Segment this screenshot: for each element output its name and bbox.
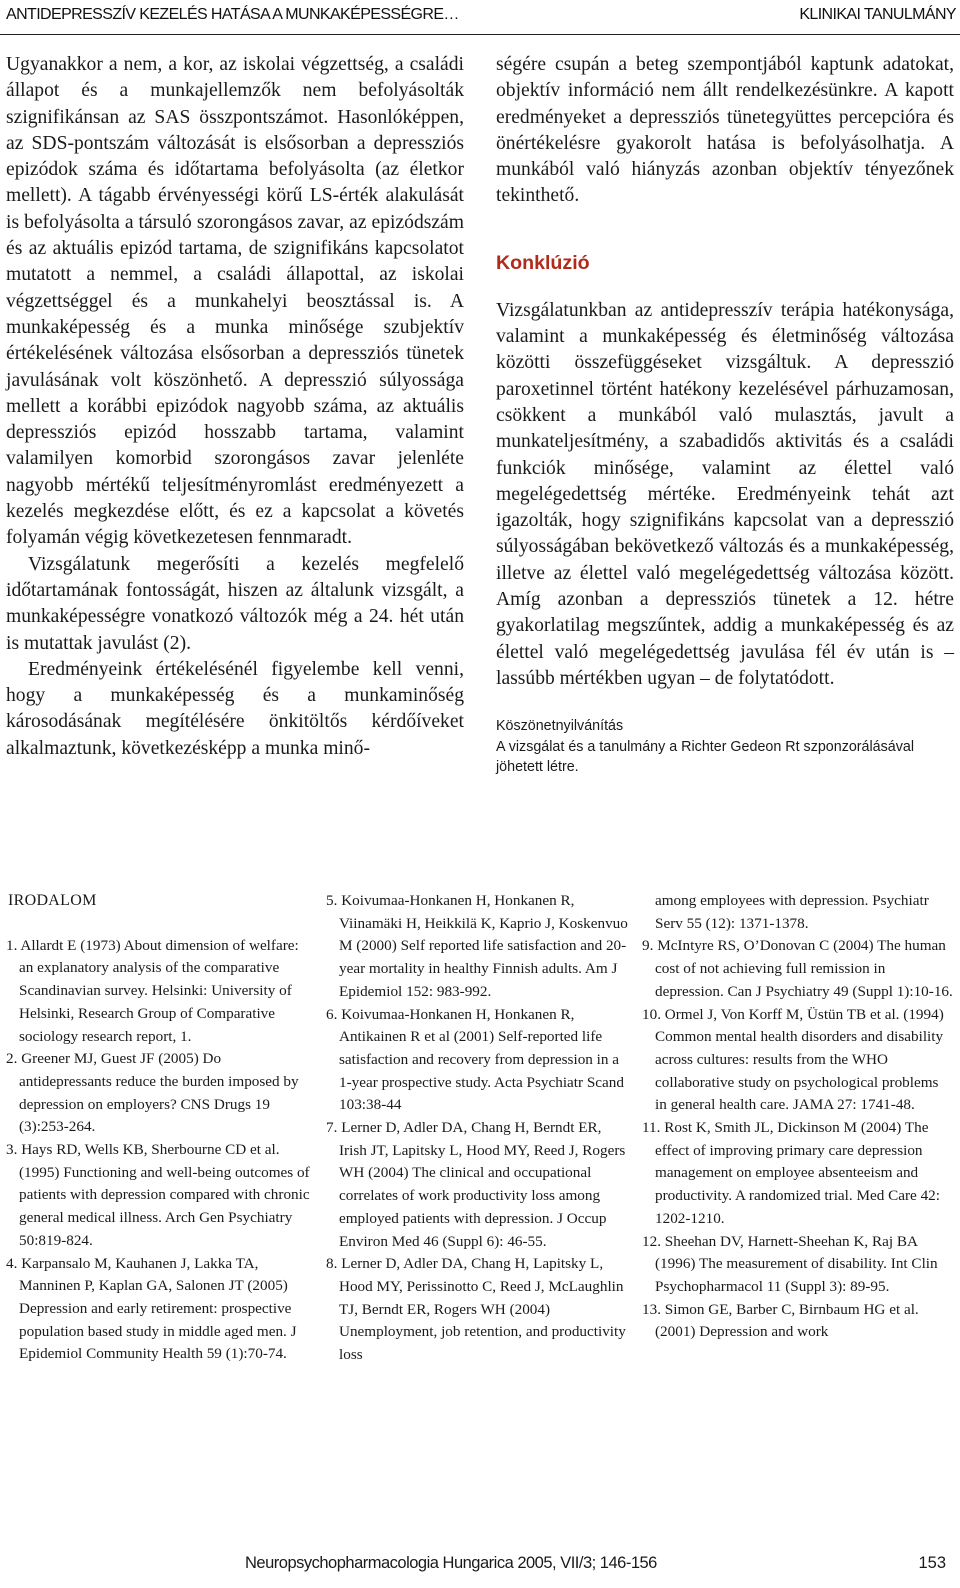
acknowledgement bbox=[496, 716, 954, 778]
references-heading: IRODALOM bbox=[8, 892, 97, 909]
reference-item: 2. Greener MJ, Guest JF (2005) Do antidepressants reduce the burden imposed by depression on employers? CNS Drugs 19 (3):253-264. bbox=[6, 1050, 299, 1136]
paragraph: Vizsgálatunkban az antidepresszív terápia hatékonysága, valamint a munkaképesség és életminőség változása közötti összefüggéseket vizsgáltuk. A depresszió paroxetinnel történt hatékony kezelésével párhuzamosan, csökkent a munkából való mulasztás, javult a munkateljesítmény, a szabadidős aktivitás és a családi funkciók minősége, valamint az élettel való megelégedettség mértéke. Eredményeink tehát azt igazolták, hogy szignifikáns kapcsolat van a depresszió súlyosságában bekövetkező változás és a munkaképesség, illetve az élettel való megelégedettség változása között. Amíg azonban a depressziós tünetek a 12. hétre gyakorlatilag megszűntek, addig a munkaképesség és az élettel való megelégedettség javulása fél év után is – lassúbb mértékben ugyan – de folytatódott. bbox=[496, 299, 954, 689]
acknowledgement-title: Köszönetnyilvánítás bbox=[496, 718, 624, 735]
paragraph: Vizsgálatunk megerősíti a kezelés megfelelő időtartamának fontosságát, hiszen az általunk vizsgált, a munkaképességre vonatkozó változók még a 24. hét után is mutattak javulást (2). bbox=[6, 553, 464, 654]
running-header bbox=[0, 0, 960, 35]
reference-item-continued: among employees with depression. Psychiatr Serv 55 (12): 1371-1378. bbox=[655, 892, 929, 932]
references-column-3 bbox=[642, 890, 954, 1344]
reference-item: 6. Koivumaa-Honkanen H, Honkanen R, Antikainen R et al (2001) Self-reported life satisfaction and recovery from depression in a 1-year prospective study. Acta Psychiatr Scand 103:38-44 bbox=[326, 1005, 624, 1114]
journal-citation: Neuropsychopharmacologia Hungarica 2005, VII/3; 146-156 bbox=[245, 1554, 657, 1572]
left-text-column bbox=[6, 52, 464, 762]
references-column-1 bbox=[6, 890, 312, 1366]
reference-item: 4. Karpansalo M, Kauhanen J, Lakka TA, Manninen P, Kaplan GA, Salonen JT (2005) Depression and early retirement: prospective population based study in middle aged men. J Epidemiol Community Health 59 (1):70-74. bbox=[6, 1254, 297, 1363]
running-title: ANTIDEPRESSZÍV KEZELÉS HATÁSA A MUNKAKÉPESSÉGRE… bbox=[6, 6, 459, 23]
page-number: 153 bbox=[918, 1554, 946, 1572]
paragraph: Eredményeink értékelésénél figyelembe kell venni, hogy a munkaképesség és a munkaminőség károsodásának megítélésére önkitöltős kérdőíveket alkalmaztunk, következésképp a munka minő- bbox=[6, 658, 464, 759]
reference-item: 13. Simon GE, Barber C, Birnbaum HG et al. (2001) Depression and work bbox=[642, 1300, 919, 1341]
reference-item: 3. Hays RD, Wells KB, Sherbourne CD et al. (1995) Functioning and well-being outcomes of patients with depression compared with chronic general medical illness. Arch Gen Psychiatry 50:819-824. bbox=[6, 1141, 310, 1249]
page-footer bbox=[0, 1554, 960, 1584]
acknowledgement-text: A vizsgálat és a tanulmány a Richter Gedeon Rt szponzorálásával jöhetett létre. bbox=[496, 738, 915, 776]
paragraph: Ugyanakkor a nem, a kor, az iskolai végzettség, a családi állapot és a munkajellemzők nem befolyásolták szignifikánsan az SAS összpontszámot. Hasonlóképpen, az SDS-pontszám változását is elsősorban a depressziós epizódok száma és időtartama befolyásolta (az életkor mellett). A tágabb érvényességi körű LS-érték alakulását is befolyásolta a társuló szorongásos zavar, az epizódszám és az aktuális epizód tartama, de szignifikáns kapcsolatot mutatott a nemmel, a családi állapottal, az iskolai végzettséggel és a munkahelyi beosztással is. A munkaképesség és a munka minősége szubjektív értékelésének változása elsősorban a depressziós tünetek javulásának volt köszönhető. A depresszió súlyossága mellett a korábbi epizódok nagyobb száma, az aktuális depressziós epizód hosszabb tartama, valamint valamilyen komorbid szorongásos zavar jelenléte nagyobb mértékű teljesítményromlást eredményezett a kezelés megkezdése előtt, és ez a kapcsolat a követés folyamán végig következetesen fennmaradt. bbox=[6, 54, 464, 549]
reference-item: 11. Rost K, Smith JL, Dickinson M (2004) The effect of improving primary care depression management on employee absenteeism and productivity. A randomized trial. Med Care 42: 1202-1210. bbox=[642, 1119, 940, 1227]
article-type: KLINIKAI TANULMÁNY bbox=[799, 6, 956, 23]
references-column-2 bbox=[326, 890, 632, 1367]
reference-item: 12. Sheehan DV, Harnett-Sheehan K, Raj BA (1996) The measurement of disability. Int Clin Psychopharmacol 11 (Suppl 3): 89-95. bbox=[642, 1232, 938, 1295]
reference-item: 1. Allardt E (1973) About dimension of welfare: an explanatory analysis of the comparative Scandinavian survey. Helsinki: University of Helsinki, Research Group of Comparative sociology research report, 1. bbox=[6, 936, 299, 1045]
reference-item: 7. Lerner D, Adler DA, Chang H, Berndt ER, Irish JT, Lapitsky L, Hood MY, Reed J, Rogers WH (2004) The clinical and occupational correlates of work productivity loss among employed patients with depression. J Occup Environ Med 46 (Suppl 6): 46-55. bbox=[326, 1119, 626, 1250]
reference-item: 5. Koivumaa-Honkanen H, Honkanen R, Viinamäki H, Heikkilä K, Kaprio J, Koskenvuo M (2000) Self reported life satisfaction and 20-year mortality in healthy Finnish adults. Am J Epidemiol 152: 983-992. bbox=[326, 892, 628, 1000]
paragraph: ségére csupán a beteg szempontjából kaptunk adatokat, objektív információ nem állt rendelkezésünkre. A kapott eredményeket a depressziós tünetegyüttes percepcióra és önértékelésre gyakorolt hatása is befolyásolhatja. A munkából való hiányzás azonban objektív tényezőnek tekinthető. bbox=[496, 54, 954, 207]
reference-item: 9. McIntyre RS, O’Donovan C (2004) The human cost of not achieving full remission in depression. Can J Psychiatry 49 (Suppl 1):10-16. bbox=[642, 937, 953, 1000]
reference-item: 10. Ormel J, Von Korff M, Üstün TB et al. (1994) Common mental health disorders and disability across cultures: results from the WHO collaborative study on psychological problems in general health care. JAMA 27: 1741-48. bbox=[642, 1005, 944, 1114]
reference-item: 8. Lerner D, Adler DA, Chang H, Lapitsky L, Hood MY, Perissinotto C, Reed J, McLaughlin TJ, Berndt ER, Rogers WH (2004) Unemployment, job retention, and productivity loss bbox=[326, 1255, 626, 1364]
section-heading-conclusion: Konklúzió bbox=[496, 251, 590, 274]
right-text-column bbox=[496, 52, 954, 778]
